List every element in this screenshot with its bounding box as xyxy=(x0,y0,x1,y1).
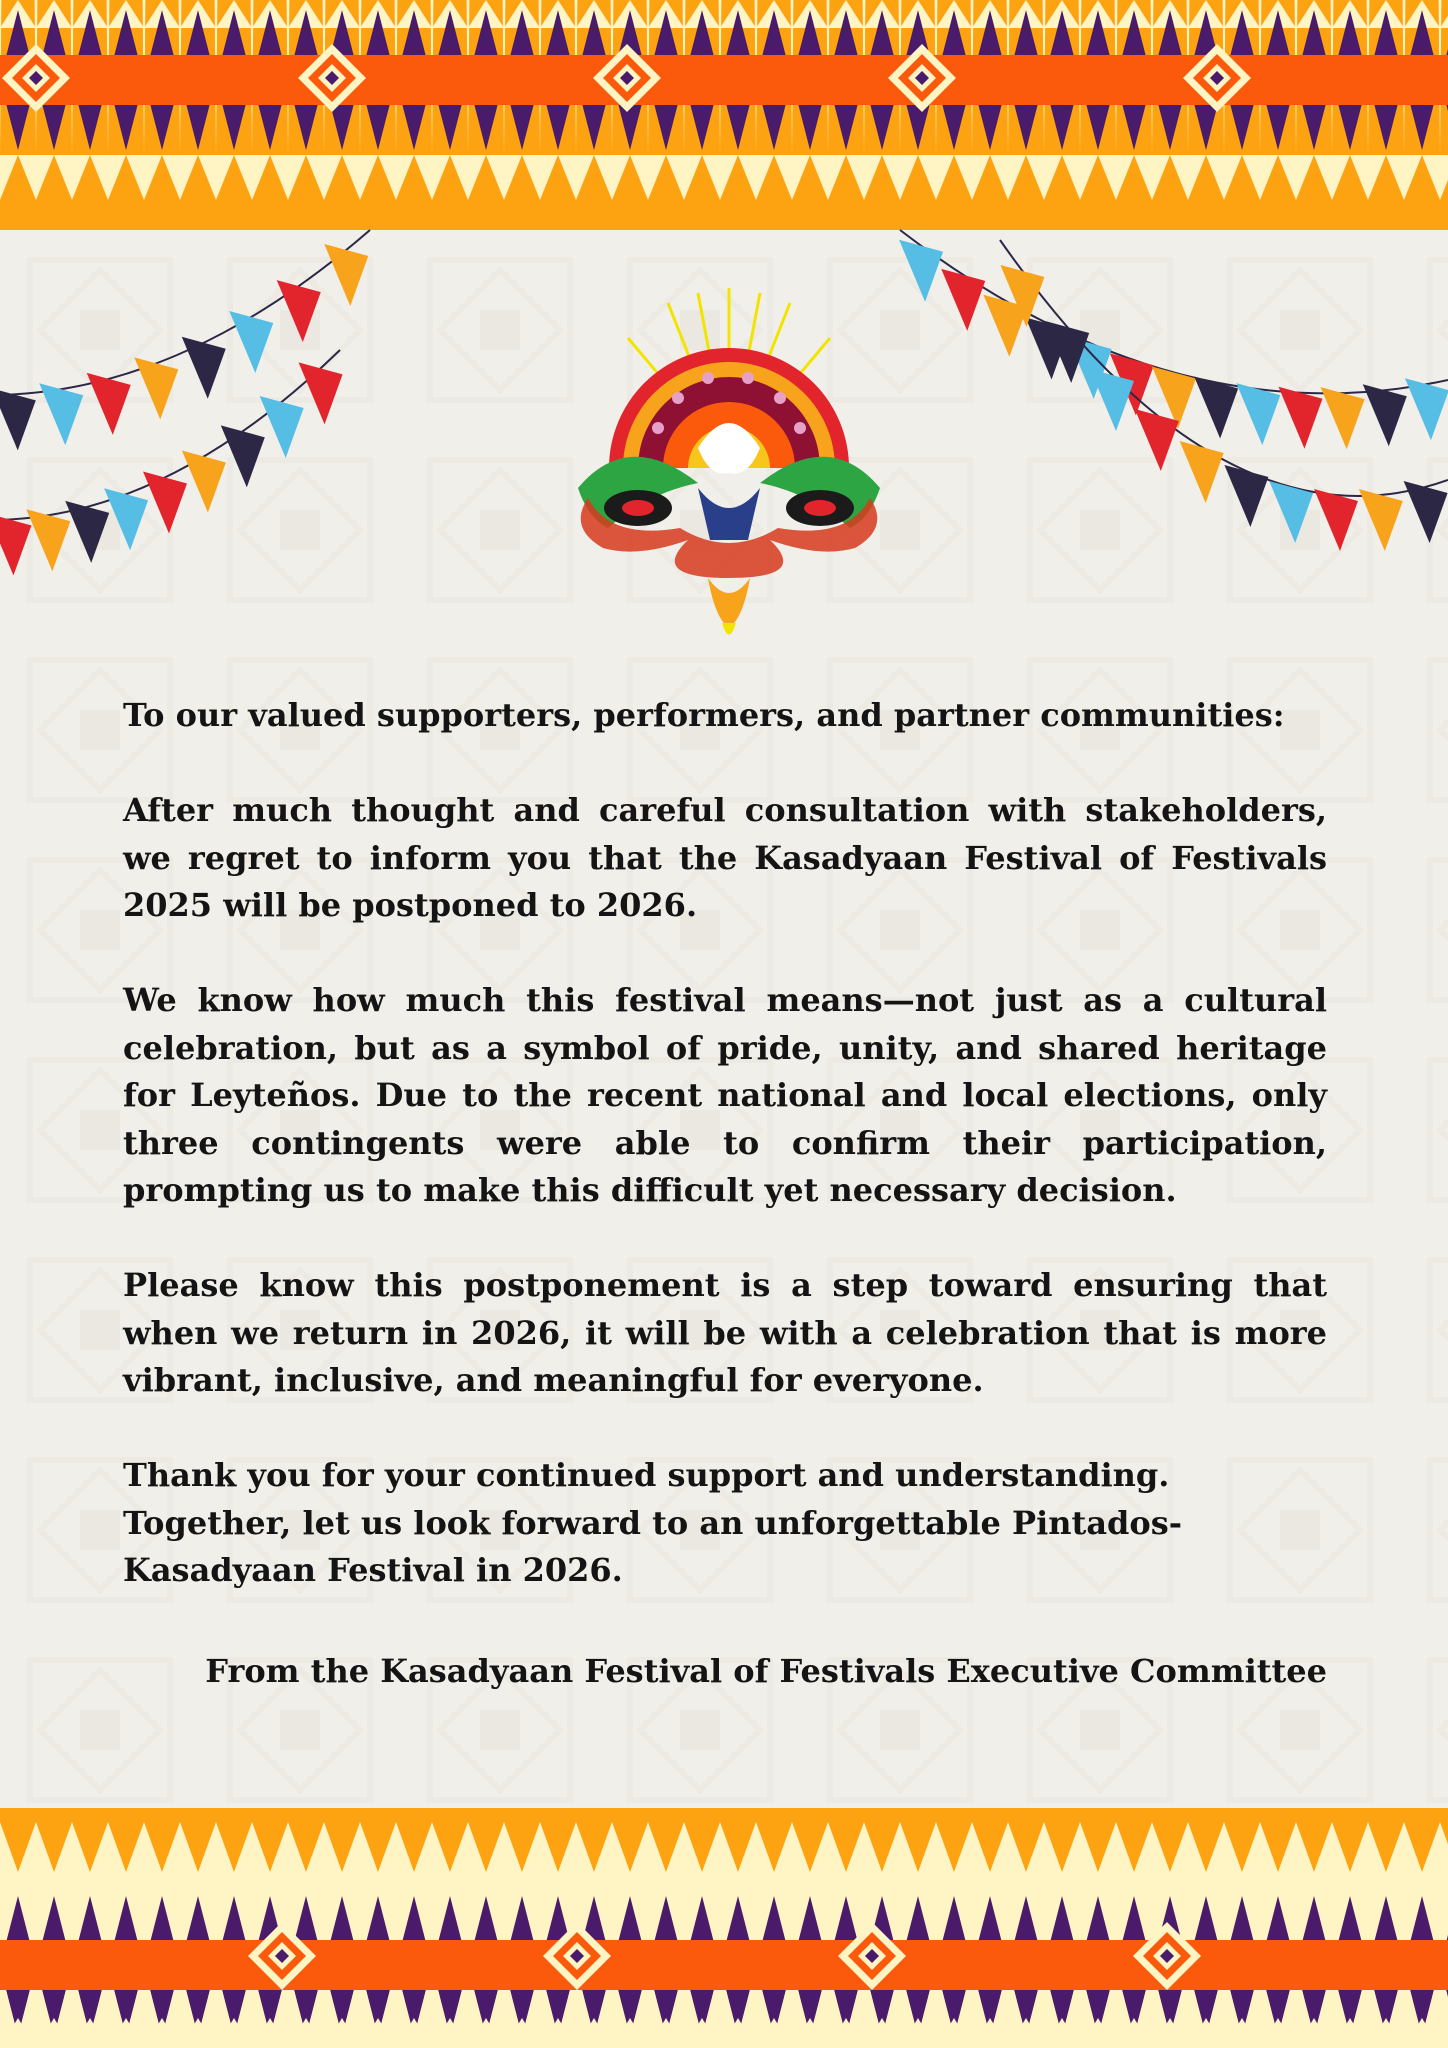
bottom-border-band xyxy=(0,1808,1448,2048)
letter-salutation: To our valued supporters, performers, and partner communities: xyxy=(123,696,1285,734)
festival-emblem-logo xyxy=(548,278,910,656)
letter-paragraph: After much thought and careful consultation with stakeholders, we regret to inform you that the Kasadyaan Festival of Festivals 2025 will be postponed to 2026. xyxy=(123,791,1327,924)
letter-paragraph: We know how much this festival means—not just as a cultural celebration, but as a symbol of pride, unity, and shared heritage for Leyteños. Due to the recent national and local elections, only three contingents were able to confirm their participation, prompting us to make this difficult yet necessary decision. xyxy=(123,981,1327,1209)
letter-paragraph: Please know this postponement is a step toward ensuring that when we return in 2026, it will be with a celebration that is more vibrant, inclusive, and meaningful for everyone. xyxy=(123,1266,1327,1399)
letter-closing: Thank you for your continued support and understanding. Together, let us look forward to an unforgettable Pintados-Kasadyaan Festival in 2026. xyxy=(123,1456,1183,1589)
letter-signature: From the Kasadyaan Festival of Festivals Executive Committee xyxy=(205,1652,1327,1690)
announcement-letter xyxy=(123,692,1327,1595)
